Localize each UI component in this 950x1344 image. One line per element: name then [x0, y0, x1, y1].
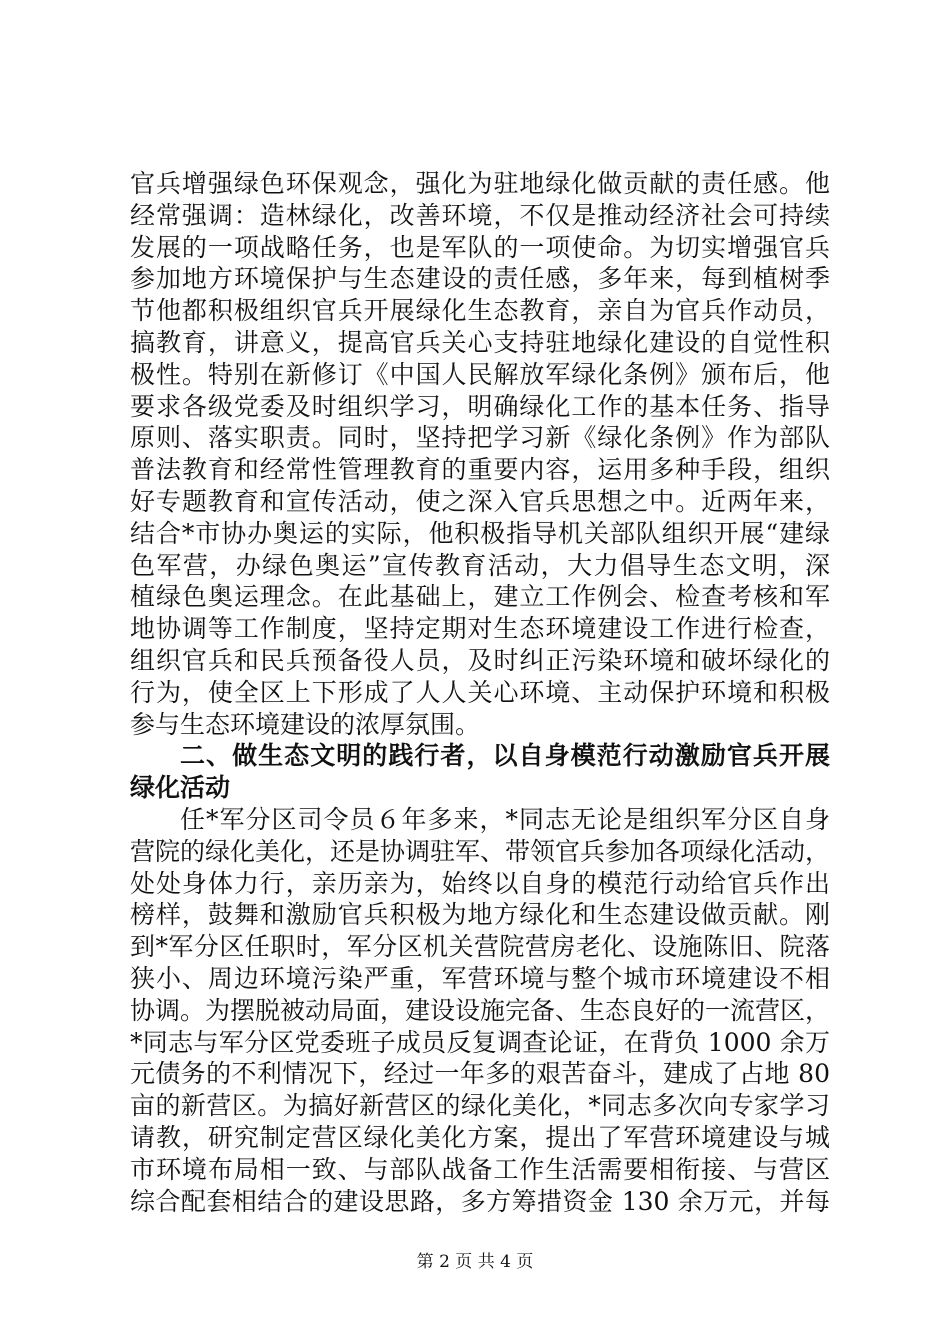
- text-line: 任*军分区司令员６年多来，*同志无论是组织军分区自身: [180, 804, 830, 834]
- text-line: 参加地方环境保护与生态建设的责任感，多年来，每到植树季: [130, 264, 830, 294]
- text-line: 经常强调：造林绿化，改善环境，不仅是推动经济社会可持续: [130, 200, 830, 230]
- text-line: 组织官兵和民兵预备役人员，及时纠正污染环境和破坏绿化的: [130, 645, 830, 675]
- text-line: 营院的绿化美化，还是协调驻军、带领官兵参加各项绿化活动，: [130, 836, 830, 866]
- body-text: [130, 168, 830, 1217]
- text-line: 极性。特别在新修订《中国人民解放军绿化条例》颁布后，他: [130, 359, 830, 389]
- text-line: 好专题教育和宣传活动，使之深入官兵思想之中。近两年来，: [130, 486, 830, 516]
- text-line: 要求各级党委及时组织学习，明确绿化工作的基本任务、指导: [130, 391, 830, 421]
- page-footer: 第 2 页 共 4 页: [416, 1252, 534, 1272]
- text-line: 地协调等工作制度，坚持定期对生态环境建设工作进行检查，: [130, 614, 830, 644]
- text-line: 处处身体力行，亲历亲为，始终以自身的模范行动给官兵作出: [130, 868, 830, 898]
- section-heading: 二、做生态文明的践行者，以自身模范行动激励官兵开展: [180, 741, 830, 771]
- text-line: 元债务的不利情况下，经过一年多的艰苦奋斗，建成了占地 80: [130, 1059, 830, 1089]
- text-line: *同志与军分区党委班子成员反复调查论证，在背负 1000 余万: [130, 1027, 830, 1057]
- text-line: 发展的一项战略任务，也是军队的一项使命。为切实增强官兵: [130, 232, 830, 262]
- text-line: 到*军分区任职时，军分区机关营院营房老化、设施陈旧、院落: [130, 932, 830, 962]
- text-line: 市环境布局相一致、与部队战备工作生活需要相衔接、与营区: [130, 1154, 830, 1184]
- text-line: 行为，使全区上下形成了人人关心环境、主动保护环境和积极: [130, 677, 830, 707]
- text-line: 协调。为摆脱被动局面，建设设施完备、生态良好的一流营区，: [130, 995, 830, 1025]
- section-heading: 绿化活动: [130, 773, 231, 803]
- text-line: 普法教育和经常性管理教育的重要内容，运用多种手段，组织: [130, 455, 830, 485]
- text-line: 狭小、周边环境污染严重，军营环境与整个城市环境建设不相: [130, 963, 830, 993]
- text-line: 参与生态环境建设的浓厚氛围。: [130, 709, 481, 739]
- text-line: 官兵增强绿色环保观念，强化为驻地绿化做贡献的责任感。他: [130, 169, 830, 198]
- text-line: 亩的新营区。为搞好新营区的绿化美化，*同志多次向专家学习: [130, 1091, 830, 1121]
- text-line: 榜样，鼓舞和激励官兵积极为地方绿化和生态建设做贡献。刚: [130, 900, 830, 930]
- text-line: 原则、落实职责。同时，坚持把学习新《绿化条例》作为部队: [130, 423, 830, 453]
- text-line: 结合*市协办奥运的实际，他积极指导机关部队组织开展“建绿: [130, 518, 830, 548]
- text-line: 色军营，办绿色奥运”宣传教育活动，大力倡导生态文明，深: [130, 550, 830, 580]
- text-line: 综合配套相结合的建设思路，多方筹措资金 130 余万元，并每: [130, 1186, 830, 1216]
- text-line: 植绿色奥运理念。在此基础上，建立工作例会、检查考核和军: [130, 582, 830, 612]
- text-line: 节他都积极组织官兵开展绿化生态教育，亲自为官兵作动员，: [130, 296, 830, 326]
- text-line: 搞教育，讲意义，提高官兵关心支持驻地绿化建设的自觉性积: [130, 327, 830, 357]
- text-line: 请教，研究制定营区绿化美化方案，提出了军营环境建设与城: [130, 1122, 830, 1152]
